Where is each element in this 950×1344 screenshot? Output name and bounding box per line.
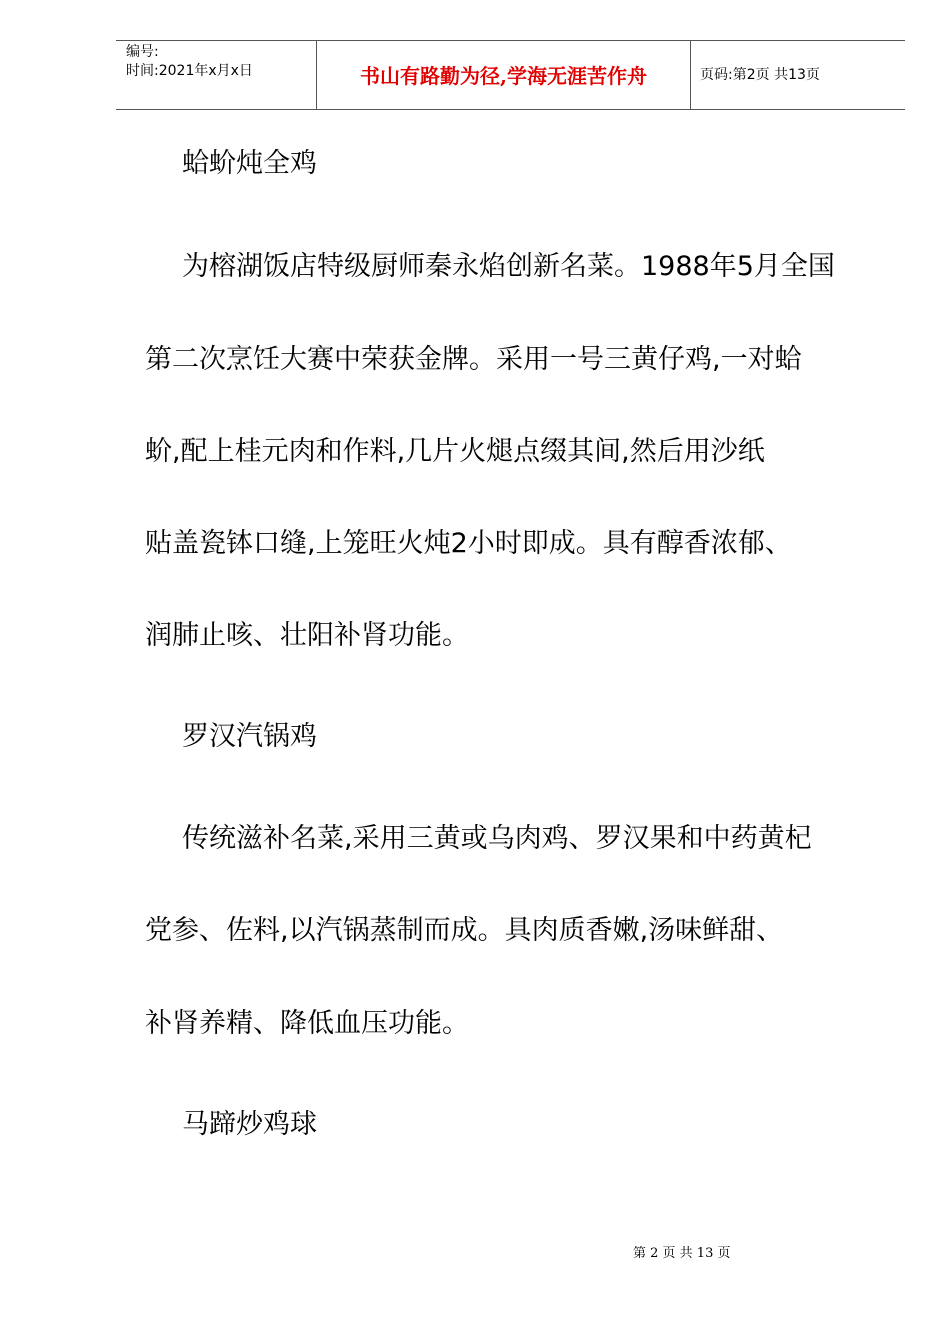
paragraph-line: 润肺止咳、壮阳补肾功能。 xyxy=(145,620,469,651)
header-page-cell xyxy=(690,41,905,109)
dish-title-2: 罗汉汽锅鸡 xyxy=(182,721,317,752)
page-footer: 第 2 页 共 13 页 xyxy=(633,1246,731,1261)
document-date-label: 时间:2021年x月x日 xyxy=(126,63,253,79)
page-header xyxy=(116,40,905,110)
paragraph-line: 党参、佐料,以汽锅蒸制而成。具肉质香嫩,汤味鲜甜、 xyxy=(145,915,784,946)
paragraph-line: 补肾养精、降低血压功能。 xyxy=(145,1008,469,1039)
paragraph-line: 贴盖瓷钵口缝,上笼旺火炖2小时即成。具有醇香浓郁、 xyxy=(145,528,792,559)
dish-title-1: 蛤蚧炖全鸡 xyxy=(182,148,317,179)
dish-title-3: 马蹄炒鸡球 xyxy=(182,1109,317,1140)
document-number-label: 编号: xyxy=(126,44,159,60)
header-page-number: 页码:第2页 共13页 xyxy=(700,67,820,83)
header-motto-cell xyxy=(316,41,691,109)
header-meta-cell xyxy=(116,41,316,109)
header-motto: 书山有路勤为径,学海无涯苦作舟 xyxy=(360,64,647,88)
paragraph-line: 传统滋补名菜,采用三黄或乌肉鸡、罗汉果和中药黄杞 xyxy=(182,823,812,854)
paragraph-line: 蚧,配上桂元肉和作料,几片火煺点缀其间,然后用沙纸 xyxy=(145,436,765,467)
paragraph-line: 第二次烹饪大赛中荣获金牌。采用一号三黄仔鸡,一对蛤 xyxy=(145,344,802,375)
paragraph-line: 为榕湖饭店特级厨师秦永焰创新名菜。1988年5月全国 xyxy=(182,251,835,282)
